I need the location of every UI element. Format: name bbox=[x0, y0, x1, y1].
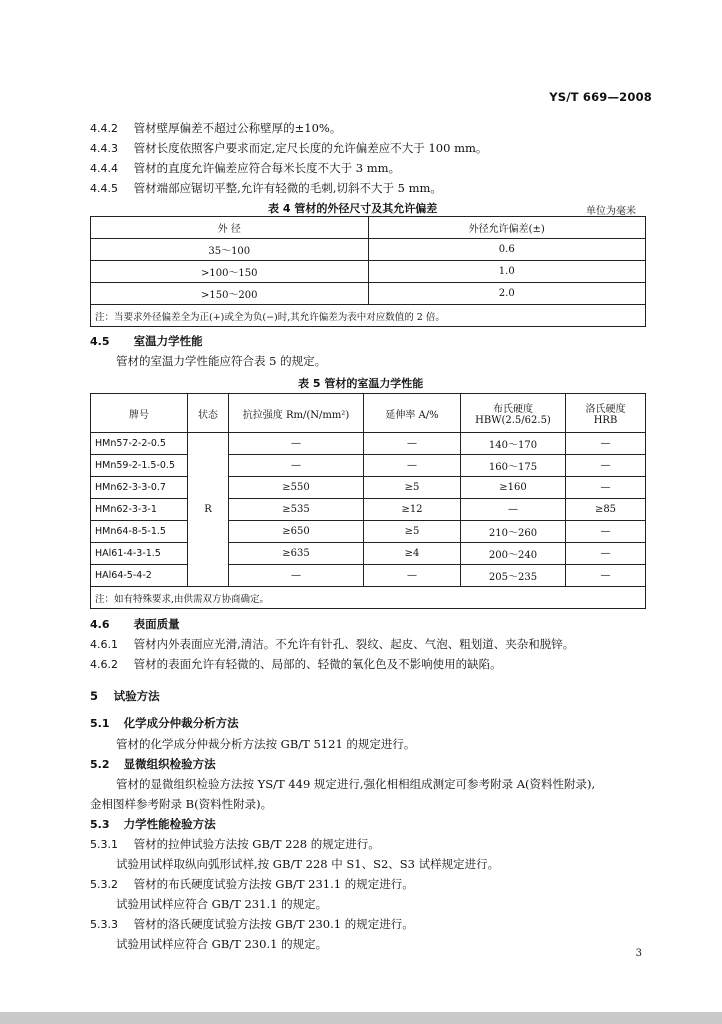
section-number: 5 bbox=[90, 689, 99, 703]
clause-text: 管材的布氏硬度试验方法按 GB/T 231.1 的规定进行。 bbox=[133, 877, 414, 891]
table-row bbox=[91, 477, 646, 499]
section-number: 5.2 bbox=[90, 758, 110, 771]
clause-5-3-3-body: 试验用试样应符合 GB/T 230.1 的规定。 bbox=[116, 937, 328, 951]
hrb-cell: — bbox=[566, 521, 646, 543]
grade-cell: HMn62-3-3-0.7 bbox=[91, 477, 188, 499]
clause-text: 管材长度依照客户要求而定,定尺长度的允许偏差应不大于 100 mm。 bbox=[133, 141, 488, 155]
clause-number: 4.6.2 bbox=[90, 658, 118, 671]
standard-code: YS/T 669—2008 bbox=[549, 90, 652, 104]
table-cell: 35～100 bbox=[91, 239, 369, 261]
table4 bbox=[90, 216, 646, 327]
section-4-5-heading bbox=[90, 333, 662, 350]
brinell-title: 布氏硬度 bbox=[493, 404, 533, 415]
clause-number: 4.4.5 bbox=[90, 182, 118, 195]
section-5-3-heading bbox=[90, 816, 662, 833]
table-cell: >150～200 bbox=[91, 283, 369, 305]
clause-5-3-2 bbox=[90, 876, 662, 893]
hrb-cell: — bbox=[566, 543, 646, 565]
section-title: 表面质量 bbox=[133, 617, 180, 631]
hrb-cell: — bbox=[566, 565, 646, 587]
section-number: 4.5 bbox=[90, 335, 110, 348]
table-cell: 0.6 bbox=[368, 239, 646, 261]
table-cell: 1.0 bbox=[368, 261, 646, 283]
hbw-cell: ≥160 bbox=[461, 477, 566, 499]
clause-text: 管材内外表面应光滑,清洁。不允许有针孔、裂纹、起皮、气泡、粗划道、夹杂和脱锌。 bbox=[133, 637, 575, 651]
table-row bbox=[91, 543, 646, 565]
clause-4-4-3 bbox=[90, 140, 662, 157]
tensile-cell: — bbox=[229, 565, 364, 587]
brinell-scale: HBW(2.5/62.5) bbox=[475, 415, 551, 426]
section-5-2-heading bbox=[90, 756, 662, 773]
hbw-cell: 140～170 bbox=[461, 433, 566, 455]
table-header-cell bbox=[461, 394, 566, 433]
elong-cell: — bbox=[364, 433, 461, 455]
table-header-row bbox=[91, 394, 646, 433]
tensile-cell: ≥650 bbox=[229, 521, 364, 543]
clause-4-4-4 bbox=[90, 160, 662, 177]
clause-5-3-3 bbox=[90, 916, 662, 933]
section-title: 化学成分仲裁分析方法 bbox=[123, 716, 239, 730]
hbw-cell: 200～240 bbox=[461, 543, 566, 565]
hrb-cell: — bbox=[566, 455, 646, 477]
table-cell: 2.0 bbox=[368, 283, 646, 305]
rockwell-title: 洛氏硬度 bbox=[585, 404, 626, 415]
table-note: 注：当要求外径偏差全为正(+)或全为负(−)时,其允许偏差为表中对应数值的 2 倍。 bbox=[91, 305, 646, 327]
elong-cell: ≥12 bbox=[364, 499, 461, 521]
table-header-cell: 外径允许偏差(±) bbox=[368, 217, 646, 239]
table-cell: >100～150 bbox=[91, 261, 369, 283]
table-note: 注：如有特殊要求,由供需双方协商确定。 bbox=[91, 587, 646, 609]
table-row bbox=[91, 239, 646, 261]
clause-number: 4.4.4 bbox=[90, 162, 118, 175]
page-number: 3 bbox=[635, 948, 642, 959]
rockwell-scale: HRB bbox=[593, 415, 618, 426]
elong-cell: — bbox=[364, 565, 461, 587]
grade-cell: HMn64-8-5-1.5 bbox=[91, 521, 188, 543]
state-cell: R bbox=[188, 433, 229, 587]
grade-cell: HAl64-5-4-2 bbox=[91, 565, 188, 587]
clause-number: 5.3.1 bbox=[90, 838, 118, 851]
section-5-heading bbox=[90, 688, 662, 704]
table-row bbox=[91, 565, 646, 587]
elong-cell: ≥4 bbox=[364, 543, 461, 565]
hrb-cell: — bbox=[566, 433, 646, 455]
grade-cell: HMn62-3-3-1 bbox=[91, 499, 188, 521]
clause-text: 管材的洛氏硬度试验方法按 GB/T 230.1 的规定进行。 bbox=[133, 917, 414, 931]
clause-4-4-5 bbox=[90, 180, 662, 197]
clause-number: 5.3.3 bbox=[90, 918, 118, 931]
table-header-cell: 牌号 bbox=[91, 394, 188, 433]
table-row bbox=[91, 433, 646, 455]
clause-number: 5.3.2 bbox=[90, 878, 118, 891]
table4-caption: 表 4 管材的外径尺寸及其允许偏差 bbox=[268, 202, 438, 215]
table-header-cell: 外 径 bbox=[91, 217, 369, 239]
section-title: 室温力学性能 bbox=[133, 334, 203, 348]
clause-5-3-1-body: 试验用试样取纵向弧形试样,按 GB/T 228 中 S1、S2、S3 试样规定进行。 bbox=[116, 857, 500, 871]
table-row bbox=[91, 521, 646, 543]
section-title: 试验方法 bbox=[113, 689, 160, 703]
table-row bbox=[91, 283, 646, 305]
table-row bbox=[91, 455, 646, 477]
clause-5-3-2-body: 试验用试样应符合 GB/T 231.1 的规定。 bbox=[116, 897, 328, 911]
table-row bbox=[91, 499, 646, 521]
section-5-2-body-line2: 金相图样参考附录 B(资料性附录)。 bbox=[90, 797, 273, 811]
clause-text: 管材的直度允许偏差应符合每米长度不大于 3 mm。 bbox=[133, 161, 401, 175]
section-title: 显微组织检验方法 bbox=[123, 757, 216, 771]
table4-unit: 单位为毫米 bbox=[586, 206, 636, 217]
table-note-row bbox=[91, 587, 646, 609]
section-5-1-body: 管材的化学成分仲裁分析方法按 GB/T 5121 的规定进行。 bbox=[116, 737, 416, 751]
hbw-cell: 205～235 bbox=[461, 565, 566, 587]
clause-text: 管材的表面允许有轻微的、局部的、轻微的氧化色及不影响使用的缺陷。 bbox=[133, 657, 502, 671]
hbw-cell: 210～260 bbox=[461, 521, 566, 543]
grade-cell: HMn57-2-2-0.5 bbox=[91, 433, 188, 455]
section-4-6-heading bbox=[90, 616, 662, 633]
table-header-cell bbox=[566, 394, 646, 433]
hrb-cell: ≥85 bbox=[566, 499, 646, 521]
section-title: 力学性能检验方法 bbox=[123, 817, 216, 831]
table-header-cell: 延伸率 A/% bbox=[364, 394, 461, 433]
tensile-cell: — bbox=[229, 455, 364, 477]
tensile-cell: ≥635 bbox=[229, 543, 364, 565]
tensile-cell: ≥550 bbox=[229, 477, 364, 499]
elong-cell: ≥5 bbox=[364, 477, 461, 499]
grade-cell: HMn59-2-1.5-0.5 bbox=[91, 455, 188, 477]
table-header-row bbox=[91, 217, 646, 239]
scan-bottom-edge bbox=[0, 1012, 722, 1024]
hrb-cell: — bbox=[566, 477, 646, 499]
section-number: 5.1 bbox=[90, 717, 110, 730]
table-row bbox=[91, 261, 646, 283]
grade-cell: HAl61-4-3-1.5 bbox=[91, 543, 188, 565]
elong-cell: — bbox=[364, 455, 461, 477]
table-header-cell: 状态 bbox=[188, 394, 229, 433]
table5 bbox=[90, 393, 646, 609]
table-note-row bbox=[91, 305, 646, 327]
section-5-2-body-line1: 管材的显微组织检验方法按 YS/T 449 规定进行,强化相相组成测定可参考附录 A(资料性附录), bbox=[116, 777, 596, 791]
section-5-1-heading bbox=[90, 715, 662, 732]
clause-number: 4.4.2 bbox=[90, 122, 118, 135]
section-number: 5.3 bbox=[90, 818, 110, 831]
hbw-cell: 160～175 bbox=[461, 455, 566, 477]
clause-text: 管材的拉伸试验方法按 GB/T 228 的规定进行。 bbox=[133, 837, 380, 851]
clause-5-3-1 bbox=[90, 836, 662, 853]
clause-number: 4.6.1 bbox=[90, 638, 118, 651]
hbw-cell: — bbox=[461, 499, 566, 521]
section-4-5-body: 管材的室温力学性能应符合表 5 的规定。 bbox=[116, 354, 327, 368]
section-number: 4.6 bbox=[90, 618, 110, 631]
tensile-cell: — bbox=[229, 433, 364, 455]
clause-text: 管材壁厚偏差不超过公称壁厚的±10%。 bbox=[133, 121, 342, 135]
clause-text: 管材端部应锯切平整,允许有轻微的毛刺,切斜不大于 5 mm。 bbox=[133, 181, 442, 195]
clause-4-6-1 bbox=[90, 636, 662, 653]
elong-cell: ≥5 bbox=[364, 521, 461, 543]
table-header-cell: 抗拉强度 Rm/(N/mm²) bbox=[229, 394, 364, 433]
clause-4-6-2 bbox=[90, 656, 662, 673]
clause-4-4-2 bbox=[90, 120, 662, 137]
clause-number: 4.4.3 bbox=[90, 142, 118, 155]
tensile-cell: ≥535 bbox=[229, 499, 364, 521]
table5-caption: 表 5 管材的室温力学性能 bbox=[298, 377, 424, 390]
